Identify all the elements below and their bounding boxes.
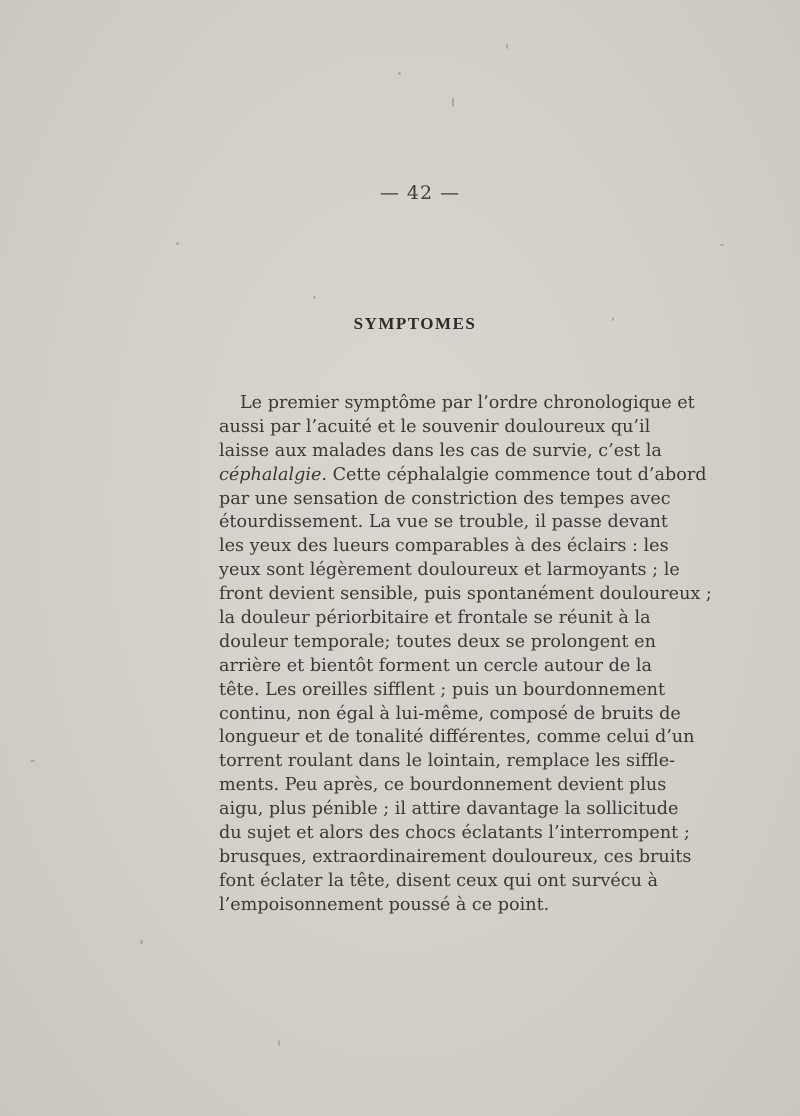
paper-speck bbox=[30, 760, 35, 762]
text-line: du sujet et alors des chocs éclatants l’interrompent ; bbox=[219, 823, 690, 844]
text-line: la douleur périorbitaire et frontale se réunit à la bbox=[219, 608, 651, 629]
text-line: Le premier symptôme par l’ordre chronologique et bbox=[240, 393, 695, 413]
text-line-rest: Cette céphalalgie commence tout d’abord bbox=[327, 464, 707, 485]
text-line: yeux sont légèrement douloureux et larmoyants ; le bbox=[219, 560, 680, 581]
paper-speck bbox=[720, 244, 724, 246]
text-line: étourdissement. La vue se trouble, il passe devant bbox=[219, 512, 668, 533]
text-line: les yeux des lueurs comparables à des éclairs : les bbox=[219, 536, 669, 557]
section-title: SYMPTOMES bbox=[353, 314, 477, 333]
text-line: front devient sensible, puis spontanément douloureux ; bbox=[219, 584, 712, 605]
text-line: aigu, plus pénible ; il attire davantage la sollicitude bbox=[219, 799, 679, 820]
text-line: douleur temporale; toutes deux se prolongent en bbox=[219, 631, 656, 652]
paper-speck bbox=[140, 940, 143, 944]
text-line: l’empoisonnement poussé à ce point. bbox=[219, 894, 550, 915]
text-line: laisse aux malades dans les cas de survie, c’est la bbox=[219, 440, 662, 461]
italic-term: céphalalgie. bbox=[219, 464, 327, 485]
text-line: font éclater la tête, disent ceux qui ont survécu à bbox=[219, 870, 659, 891]
body-paragraph bbox=[219, 392, 712, 918]
paper-speck bbox=[313, 296, 316, 299]
paper-speck bbox=[506, 44, 508, 49]
text-line: longueur et de tonalité différentes, comme celui d’un bbox=[219, 727, 695, 748]
text-line: ments. Peu après, ce bourdonnement devient plus bbox=[219, 775, 667, 796]
text-line: torrent roulant dans le lointain, remplace les siffle- bbox=[219, 751, 676, 772]
text-line: continu, non égal à lui-même, composé de bruits de bbox=[219, 703, 681, 724]
text-line: arrière et bientôt forment un cercle autour de la bbox=[219, 655, 653, 676]
paper-speck bbox=[278, 1040, 280, 1046]
text-line: aussi par l’acuité et le souvenir douloureux qu’il bbox=[219, 416, 651, 437]
paper-speck bbox=[176, 242, 179, 245]
paper-speck bbox=[398, 72, 401, 75]
paper-speck bbox=[452, 98, 454, 107]
page-number: — 42 — bbox=[379, 182, 461, 204]
text-line: brusques, extraordinairement douloureux, ces bruits bbox=[219, 846, 692, 867]
text-line: par une sensation de constriction des tempes avec bbox=[219, 488, 671, 509]
text-line bbox=[219, 464, 707, 488]
text-line: tête. Les oreilles sifflent ; puis un bourdonnement bbox=[219, 679, 666, 700]
